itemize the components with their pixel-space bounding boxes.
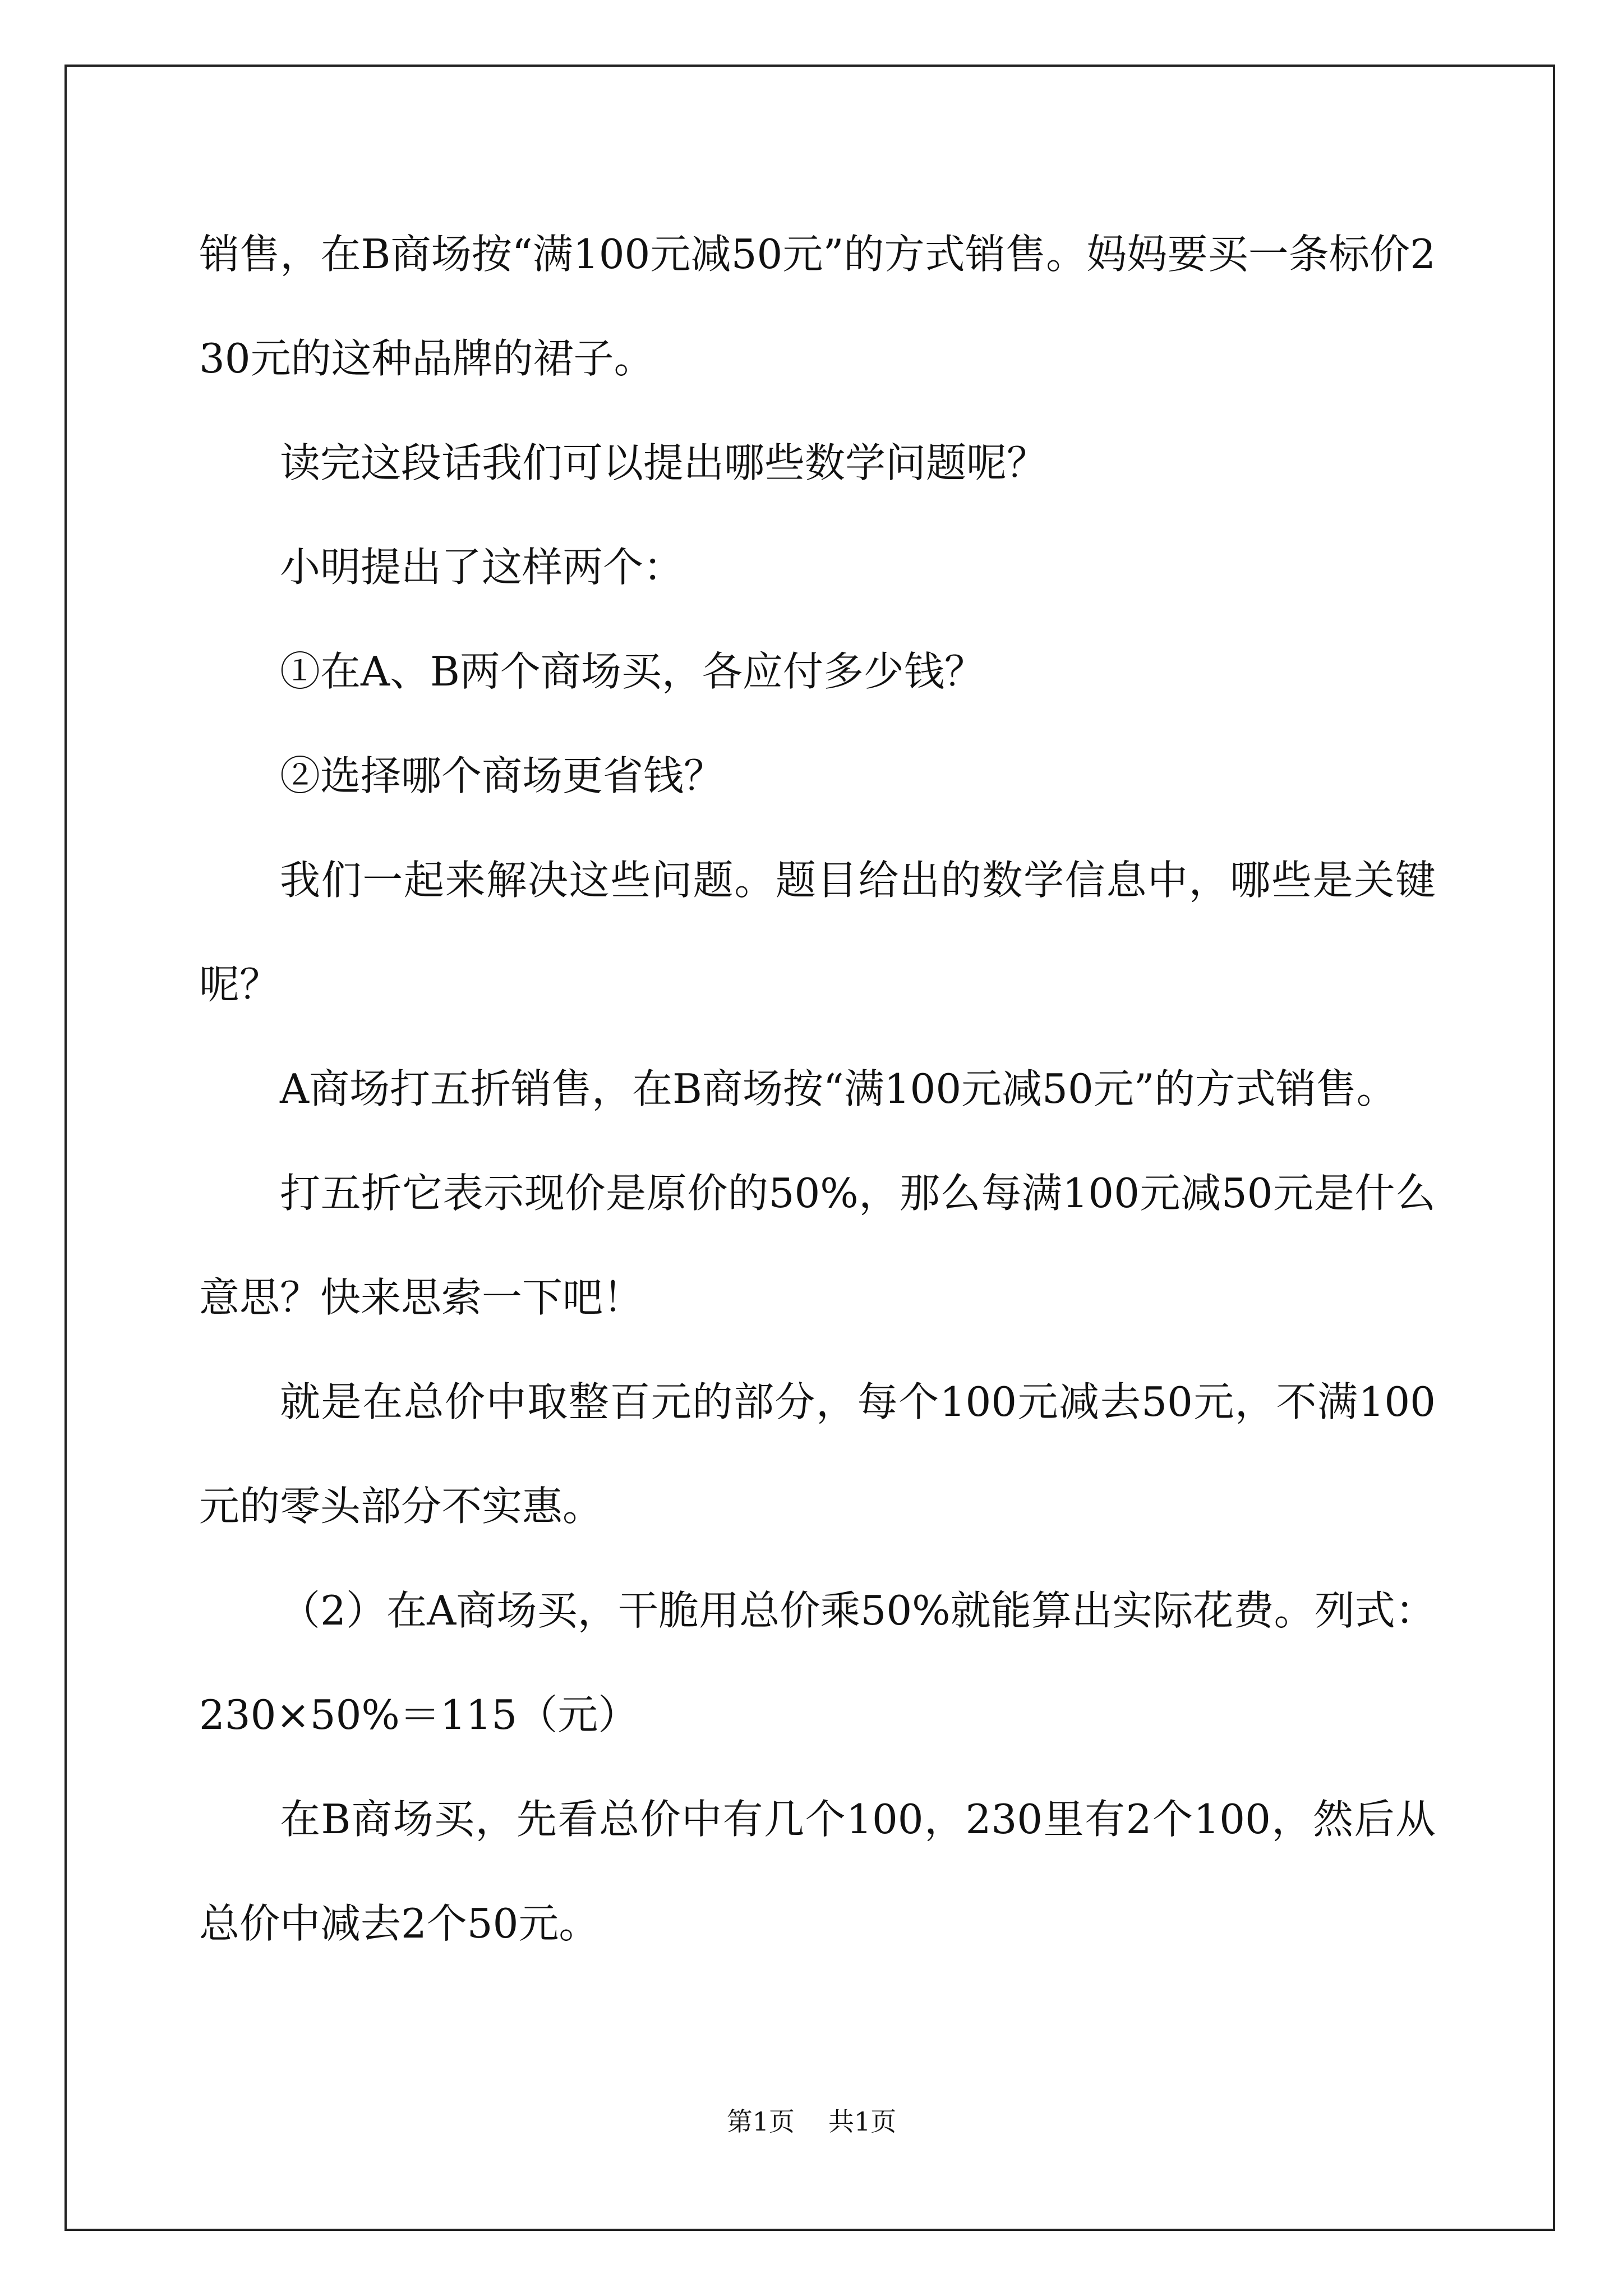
paragraph-1: 销售，在B商场按“满100元减50元”的方式销售。妈妈要买一条标价230元的这种品牌的裙子。 — [199, 231, 1436, 382]
paragraph-3: 小明提出了这样两个： — [280, 544, 684, 591]
paragraph-8: 打五折它表示现价是原价的50%，那么每满100元减50元是什么意思？快来思索一下吧！ — [199, 1170, 1436, 1321]
page-number: 第1页 — [726, 2106, 795, 2137]
paragraph-4: ①在A、B两个商场买，各应付多少钱？ — [280, 648, 985, 695]
paragraph-9: 就是在总价中取整百元的部分，每个100元减去50元，不满100元的零头部分不实惠。 — [199, 1378, 1436, 1530]
paragraph-7: A商场打五折销售，在B商场按“满100元减50元”的方式销售。 — [280, 1065, 1397, 1112]
page-total: 共1页 — [828, 2106, 897, 2137]
page-footer — [0, 2105, 1623, 2138]
paragraph-11: 在B商场买，先看总价中有几个100，230里有2个100，然后从总价中减去2个50元。 — [199, 1796, 1436, 1947]
paragraph-2: 读完这段话我们可以提出哪些数学问题呢？ — [280, 439, 1048, 486]
paragraph-6: 我们一起来解决这些问题。题目给出的数学信息中，哪些是关键呢？ — [199, 857, 1436, 1008]
document-body — [199, 202, 1436, 1976]
paragraph-5: ②选择哪个商场更省钱？ — [280, 752, 725, 799]
paragraph-10: （2）在A商场买，干脆用总价乘50%就能算出实际花费。列式：230×50%＝115（元） — [199, 1587, 1436, 1738]
